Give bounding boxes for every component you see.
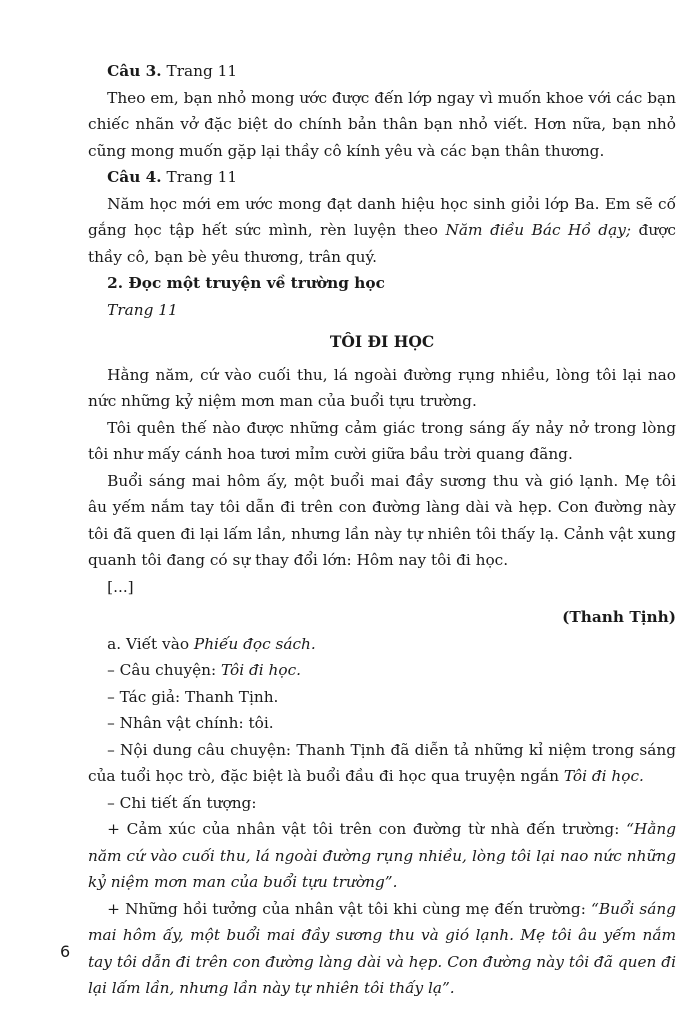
section-heading: 2. Đọc một truyện về trường học: [107, 274, 385, 292]
page-number: 6: [60, 942, 71, 961]
story-paragraph-2: Tôi quên thế nào được những cảm giác trong sáng ấy nảy nở trong lòng tôi như mấy cánh hoa tươi mỉm cười giữa bầu trời quang đãng.: [88, 418, 676, 463]
cau3-heading: Câu 3. Trang 11: [107, 62, 238, 80]
answer-author: – Tác giả: Thanh Tịnh.: [107, 687, 279, 706]
story-paragraph-1: Hằng năm, cứ vào cuối thu, lá ngoài đường rụng nhiều, lòng tôi lại nao nức những kỷ niệm mơn man của buổi tựu trường.: [88, 365, 676, 410]
story-title: TÔI ĐI HỌC: [329, 332, 435, 351]
answer-detail-1: + Cảm xúc của nhân vật tôi trên con đường từ nhà đến trường: “Hằng năm cứ vào cuối thu, lá ngoài đường rụng nhiều, lòng tôi lại nao nức những kỷ niệm mơn man của buổi tựu trường”.: [88, 820, 676, 891]
story-author: (Thanh Tịnh): [562, 608, 676, 626]
story-paragraph-3: Buổi sáng mai hôm ấy, một buổi mai đầy sương thu và gió lạnh. Mẹ tôi âu yếm nắm tay tôi dẫn đi trên con đường làng dài và hẹp. Con đường này tôi đã quen đi lại lấm lần, nhưng lần này tự nhiên tôi thấy lạ. Cảnh vật xung quanh tôi đang có sự thay đổi lớn: Hôm nay tôi đi học.: [88, 471, 676, 569]
page-content: [88, 58, 676, 1002]
answer-a: a. Viết vào Phiếu đọc sách.: [107, 634, 316, 653]
answer-character: – Nhân vật chính: tôi.: [107, 714, 274, 732]
cau4-answer: Năm học mới em ước mong đạt danh hiệu học sinh giỏi lớp Ba. Em sẽ cố gắng học tập hết sức mình, rèn luyện theo Năm điều Bác Hồ dạy; được thầy cô, bạn bè yêu thương, trân quý.: [88, 194, 676, 266]
answer-story-name: – Câu chuyện: Tôi đi học.: [107, 661, 302, 679]
cau4-heading: Câu 4. Trang 11: [107, 168, 238, 186]
section-page-ref: Trang 11: [107, 300, 178, 319]
answer-detail-heading: – Chi tiết ấn tượng:: [107, 793, 257, 812]
answer-detail-2: + Những hồi tưởng của nhân vật tôi khi cùng mẹ đến trường: “Buổi sáng mai hôm ấy, một buổi mai đầy sương thu và gió lạnh. Mẹ tôi âu yếm nắm tay tôi dẫn đi trên con đường làng dài và hẹp. Con đường này tôi đã quen đi lại lấm lần, nhưng lần này tự nhiên tôi thấy lạ”.: [88, 899, 676, 997]
answer-content: – Nội dung câu chuyện: Thanh Tịnh đã diễn tả những kỉ niệm trong sáng của tuổi học trò, đặc biệt là buổi đầu đi học qua truyện ngắn Tôi đi học.: [88, 740, 676, 785]
cau3-answer: Theo em, bạn nhỏ mong ước được đến lớp ngay vì muốn khoe với các bạn chiếc nhãn vở đặc biệt do chính bản thân bạn nhỏ viết. Hơn nữa, bạn nhỏ cũng mong muốn gặp lại thầy cô kính yêu và các bạn thân thương.: [88, 88, 676, 160]
story-ellipsis: [...]: [107, 577, 134, 596]
